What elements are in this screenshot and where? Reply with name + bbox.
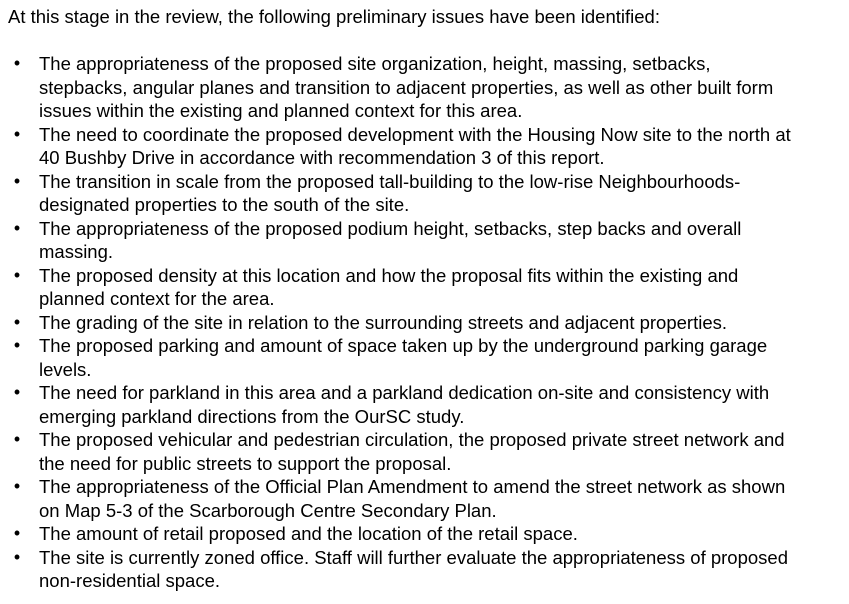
bullet-icon: •	[13, 53, 21, 73]
bullet-icon: •	[13, 523, 21, 543]
issue-text: The proposed vehicular and pedestrian circulation, the proposed private street network and the need for public streets to support the proposal.	[39, 429, 785, 474]
bullet-icon: •	[13, 170, 21, 191]
issue-item	[8, 52, 799, 123]
issue-item	[8, 264, 799, 311]
issue-text: The appropriateness of the Official Plan Amendment to amend the street network as shown on Map 5-3 of the Scarborough Centre Secondary Plan.	[39, 476, 786, 521]
bullet-icon: •	[13, 311, 21, 332]
issue-text: The need to coordinate the proposed development with the Housing Now site to the north at 40 Bushby Drive in accordance with recommendation 3 of this report.	[39, 123, 791, 168]
bullet-icon: •	[13, 382, 21, 402]
bullet-icon: •	[13, 335, 21, 355]
issue-text: The grading of the site in relation to the surrounding streets and adjacent properties.	[39, 311, 728, 333]
issue-item	[8, 311, 799, 335]
issue-item	[8, 381, 799, 428]
issue-item	[8, 334, 799, 381]
bullet-icon: •	[13, 123, 21, 144]
bullet-icon: •	[13, 217, 21, 238]
issue-item	[8, 123, 799, 170]
issue-text: The appropriateness of the proposed podium height, setbacks, step backs and overall massing.	[39, 217, 742, 262]
bullet-icon: •	[13, 264, 21, 285]
issue-item	[8, 428, 799, 475]
issue-item	[8, 522, 799, 546]
issue-text: The appropriateness of the proposed site organization, height, massing, setbacks, stepbacks, angular planes and transition to adjacent properties, as well as other built form issues within the existing and planned context for this area.	[39, 53, 774, 121]
issue-item	[8, 546, 799, 593]
issue-text: The proposed parking and amount of space taken up by the underground parking garage levels.	[39, 335, 768, 380]
issue-text: The proposed density at this location and how the proposal fits within the existing and planned context for the area.	[39, 264, 739, 309]
issue-text: The amount of retail proposed and the location of the retail space.	[39, 523, 578, 544]
bullet-icon: •	[13, 429, 21, 449]
issue-item	[8, 217, 799, 264]
intro-paragraph: At this stage in the review, the following preliminary issues have been identified:	[8, 6, 660, 27]
issues-list	[8, 52, 849, 593]
bullet-icon: •	[13, 546, 21, 567]
issue-text: The transition in scale from the proposed tall-building to the low-rise Neighbourhoods-designated properties to the south of the site.	[39, 170, 741, 215]
issue-text: The site is currently zoned office. Staff will further evaluate the appropriateness of proposed non-residential space.	[39, 546, 788, 591]
issue-text: The need for parkland in this area and a parkland dedication on-site and consistency with emerging parkland directions from the OurSC study.	[39, 382, 770, 427]
bullet-icon: •	[13, 476, 21, 496]
issue-item	[8, 475, 799, 522]
issue-item	[8, 170, 799, 217]
